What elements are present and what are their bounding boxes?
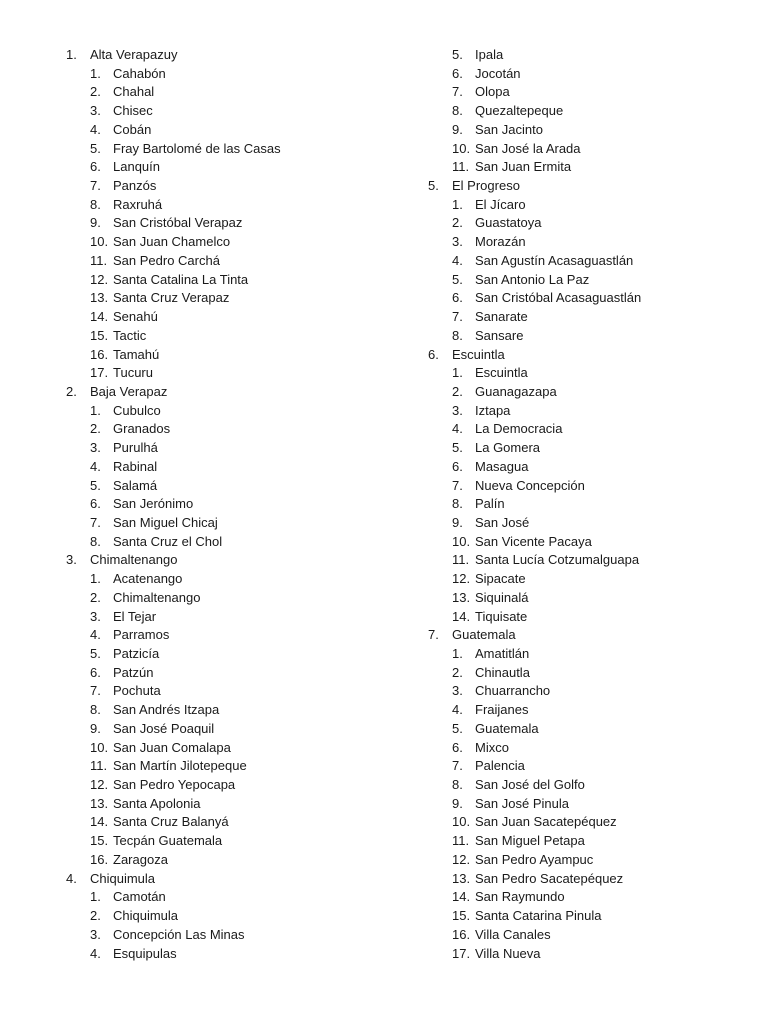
municipality-name: Santa Lucía Cotzumalguapa: [475, 552, 640, 568]
municipality-name: San Agustín Acasaguastlán: [475, 252, 634, 268]
municipality-number: 3.: [90, 440, 101, 456]
municipality-name: Zaragoza: [113, 851, 168, 867]
department-number: 4.: [66, 870, 77, 886]
municipality-number: 8.: [452, 777, 463, 793]
municipality-number: 8.: [90, 196, 101, 212]
municipality-number: 7.: [90, 683, 101, 699]
municipality-item: [66, 626, 406, 645]
municipality-name: Chimaltenango: [113, 589, 201, 605]
municipality-name: Tucuru: [113, 365, 153, 381]
municipality-name: Santa Catarina Pinula: [475, 908, 602, 924]
municipality-item: [428, 65, 758, 84]
municipality-name: San Cristóbal Verapaz: [113, 215, 243, 231]
municipality-item: [66, 851, 406, 870]
department-number: 7.: [428, 627, 439, 643]
municipality-name: San Pedro Ayampuc: [475, 851, 594, 867]
municipality-item: [66, 83, 406, 102]
municipality-item: [428, 252, 758, 271]
municipality-item: [428, 664, 758, 683]
municipality-item: [428, 851, 758, 870]
department-item: [66, 870, 406, 889]
department-number: 2.: [66, 383, 77, 399]
municipality-number: 14.: [90, 309, 109, 325]
municipality-name: Santa Catalina La Tinta: [113, 271, 249, 287]
department-name: Chiquimula: [90, 870, 156, 886]
municipality-item: [66, 664, 406, 683]
municipality-name: San Pedro Carchá: [113, 252, 220, 268]
municipality-name: Palencia: [475, 758, 525, 774]
municipality-item: [428, 83, 758, 102]
municipality-item: [428, 402, 758, 421]
municipality-name: Rabinal: [113, 458, 158, 474]
municipality-number: 2.: [452, 383, 463, 399]
municipality-name: Olopa: [475, 84, 510, 100]
municipality-number: 1.: [452, 365, 463, 381]
municipality-number: 13.: [452, 870, 471, 886]
municipality-number: 9.: [90, 215, 101, 231]
municipality-number: 3.: [452, 402, 463, 418]
municipality-item: [66, 813, 406, 832]
municipality-item: [428, 795, 758, 814]
municipality-number: 13.: [90, 795, 109, 811]
right-column: [428, 46, 758, 963]
municipality-name: Iztapa: [475, 402, 511, 418]
municipality-name: San Juan Comalapa: [113, 739, 231, 755]
municipality-item: [428, 701, 758, 720]
municipality-item: [66, 420, 406, 439]
municipality-item: [428, 196, 758, 215]
municipality-item: [428, 121, 758, 140]
municipality-number: 13.: [90, 290, 109, 306]
municipality-name: Panzós: [113, 178, 157, 194]
municipality-number: 5.: [452, 47, 463, 62]
municipality-name: Lanquín: [113, 159, 160, 175]
municipality-number: 7.: [452, 477, 463, 493]
municipality-name: Jocotán: [475, 65, 521, 81]
municipality-name: Chinautla: [475, 664, 530, 680]
municipality-name: Morazán: [475, 234, 526, 250]
municipality-number: 7.: [90, 514, 101, 530]
municipality-name: Quezaltepeque: [475, 103, 564, 119]
municipality-item: [66, 177, 406, 196]
municipality-name: San Raymundo: [475, 889, 565, 905]
municipality-number: 10.: [90, 739, 109, 755]
municipality-number: 12.: [452, 571, 471, 587]
municipality-item: [428, 383, 758, 402]
municipality-item: [66, 570, 406, 589]
municipality-item: [428, 945, 758, 964]
municipality-item: [428, 102, 758, 121]
municipality-name: Concepción Las Minas: [113, 926, 245, 942]
municipality-number: 8.: [452, 103, 463, 119]
municipality-number: 4.: [90, 945, 101, 961]
municipality-item: [428, 739, 758, 758]
municipality-name: Guanagazapa: [475, 383, 557, 399]
municipality-number: 2.: [90, 589, 101, 605]
municipality-name: Chisec: [113, 103, 153, 119]
municipality-item: [66, 439, 406, 458]
municipality-item: [428, 776, 758, 795]
municipality-number: 7.: [90, 178, 101, 194]
municipality-item: [428, 926, 758, 945]
municipality-name: Santa Cruz el Chol: [113, 533, 223, 549]
municipality-number: 3.: [90, 103, 101, 119]
municipality-name: La Democracia: [475, 421, 563, 437]
department-item: [428, 177, 758, 196]
municipality-number: 11.: [452, 833, 470, 849]
municipality-item: [428, 289, 758, 308]
municipality-number: 10.: [452, 533, 471, 549]
municipality-name: Mixco: [475, 739, 509, 755]
municipality-number: 3.: [452, 234, 463, 250]
municipality-name: Esquipulas: [113, 945, 177, 961]
municipality-name: Sipacate: [475, 571, 526, 587]
municipality-number: 1.: [452, 646, 463, 661]
municipality-item: [428, 514, 758, 533]
municipality-number: 2.: [452, 664, 463, 680]
municipality-name: San Andrés Itzapa: [113, 702, 220, 718]
municipality-number: 4.: [452, 421, 463, 437]
municipality-number: 5.: [452, 440, 463, 456]
municipality-item: [66, 832, 406, 851]
municipality-item: [428, 608, 758, 627]
municipality-number: 13.: [452, 589, 471, 605]
municipality-name: Patzún: [113, 664, 154, 680]
municipality-number: 11.: [90, 252, 108, 268]
municipality-name: San Jacinto: [475, 121, 543, 137]
department-item: [66, 551, 406, 570]
municipality-number: 6.: [452, 739, 463, 755]
municipality-name: San Pedro Sacatepéquez: [475, 870, 624, 886]
municipality-item: [428, 757, 758, 776]
municipality-number: 11.: [90, 758, 108, 774]
municipality-item: [428, 214, 758, 233]
municipality-number: 10.: [452, 140, 471, 156]
municipality-number: 6.: [90, 664, 101, 680]
municipality-name: San Miguel Chicaj: [113, 514, 218, 530]
municipality-name: Guatemala: [475, 720, 539, 736]
municipality-number: 2.: [452, 215, 463, 231]
municipality-number: 1.: [452, 196, 463, 212]
municipality-name: Senahú: [113, 309, 158, 325]
department-name: El Progreso: [452, 178, 520, 194]
municipality-item: [66, 271, 406, 290]
municipality-number: 6.: [90, 496, 101, 512]
municipality-item: [66, 701, 406, 720]
municipality-item: [66, 458, 406, 477]
municipality-name: San Martín Jilotepeque: [113, 758, 247, 774]
municipality-number: 4.: [452, 702, 463, 718]
municipality-item: [428, 870, 758, 889]
municipality-number: 4.: [452, 252, 463, 268]
municipality-name: Tactic: [113, 327, 147, 343]
department-number: 6.: [428, 346, 439, 362]
municipality-name: Salamá: [113, 477, 158, 493]
municipality-item: [66, 776, 406, 795]
municipality-name: Fray Bartolomé de las Casas: [113, 140, 281, 156]
municipality-item: [428, 589, 758, 608]
municipality-item: [428, 364, 758, 383]
municipality-item: [428, 495, 758, 514]
municipality-item: [428, 458, 758, 477]
municipality-item: [66, 945, 406, 964]
municipality-item: [428, 682, 758, 701]
municipality-item: [66, 158, 406, 177]
municipality-number: 17.: [452, 945, 471, 961]
municipality-number: 6.: [452, 290, 463, 306]
municipality-number: 1.: [90, 65, 101, 81]
municipality-number: 14.: [452, 608, 471, 624]
municipality-name: Santa Cruz Verapaz: [113, 290, 230, 306]
municipality-number: 15.: [90, 327, 109, 343]
municipality-item: [66, 402, 406, 421]
department-name: Alta Verapazuy: [90, 47, 178, 62]
municipality-name: San José la Arada: [475, 140, 581, 156]
municipality-number: 9.: [452, 795, 463, 811]
municipality-name: Parramos: [113, 627, 170, 643]
municipality-item: [428, 439, 758, 458]
municipality-item: [428, 907, 758, 926]
municipality-item: [66, 477, 406, 496]
department-name: Chimaltenango: [90, 552, 178, 568]
municipality-name: Masagua: [475, 458, 529, 474]
municipality-number: 7.: [452, 84, 463, 100]
municipality-item: [66, 252, 406, 271]
municipality-number: 4.: [90, 458, 101, 474]
municipality-item: [428, 477, 758, 496]
department-number: 5.: [428, 178, 439, 194]
municipality-item: [66, 608, 406, 627]
municipality-item: [66, 233, 406, 252]
department-number: 1.: [66, 47, 77, 62]
municipality-number: 1.: [90, 889, 101, 905]
municipality-name: Pochuta: [113, 683, 161, 699]
municipality-name: Tecpán Guatemala: [113, 833, 223, 849]
municipality-item: [428, 140, 758, 159]
municipality-number: 9.: [452, 514, 463, 530]
municipality-name: Guastatoya: [475, 215, 542, 231]
municipality-item: [66, 926, 406, 945]
municipality-name: Cobán: [113, 121, 152, 137]
municipality-number: 4.: [90, 627, 101, 643]
municipality-number: 10.: [452, 814, 471, 830]
municipality-item: [66, 308, 406, 327]
department-item: [66, 383, 406, 402]
municipality-item: [428, 308, 758, 327]
municipality-name: El Jícaro: [475, 196, 526, 212]
municipality-name: La Gomera: [475, 440, 541, 456]
municipality-name: San José Poaquil: [113, 720, 215, 736]
municipality-item: [66, 289, 406, 308]
municipality-item: [428, 46, 758, 65]
department-name: Guatemala: [452, 627, 516, 643]
municipality-name: Granados: [113, 421, 171, 437]
municipality-item: [428, 420, 758, 439]
municipality-item: [428, 327, 758, 346]
department-number: 3.: [66, 552, 77, 568]
municipality-name: San José: [475, 514, 530, 530]
municipality-number: 8.: [90, 533, 101, 549]
municipality-item: [66, 327, 406, 346]
municipality-name: Fraijanes: [475, 702, 529, 718]
municipality-number: 8.: [90, 702, 101, 718]
municipality-item: [428, 533, 758, 552]
municipality-name: Escuintla: [475, 365, 528, 381]
municipality-number: 6.: [90, 159, 101, 175]
municipality-name: Siquinalá: [475, 589, 529, 605]
municipality-number: 1.: [90, 402, 101, 418]
municipality-number: 16.: [90, 851, 109, 867]
municipality-name: Palín: [475, 496, 505, 512]
municipality-name: Villa Nueva: [475, 945, 541, 961]
municipality-name: San Pedro Yepocapa: [113, 777, 236, 793]
municipality-name: Villa Canales: [475, 926, 551, 942]
municipality-name: Camotán: [113, 889, 166, 905]
municipality-item: [66, 65, 406, 84]
municipality-number: 3.: [452, 683, 463, 699]
municipality-name: Santa Cruz Balanyá: [113, 814, 229, 830]
municipality-item: [428, 570, 758, 589]
municipality-number: 5.: [90, 646, 101, 661]
municipality-name: Nueva Concepción: [475, 477, 585, 493]
department-name: Baja Verapaz: [90, 383, 168, 399]
municipality-name: El Tejar: [113, 608, 157, 624]
municipality-number: 1.: [90, 571, 101, 587]
municipality-number: 5.: [452, 720, 463, 736]
municipality-name: Patzicía: [113, 646, 160, 661]
municipality-item: [66, 102, 406, 121]
municipality-number: 9.: [90, 720, 101, 736]
municipality-item: [66, 196, 406, 215]
municipality-name: Tiquisate: [475, 608, 528, 624]
municipality-name: San Juan Ermita: [475, 159, 572, 175]
municipality-item: [428, 888, 758, 907]
municipality-name: San Cristóbal Acasaguastlán: [475, 290, 642, 306]
municipality-number: 16.: [452, 926, 471, 942]
municipality-name: San Miguel Petapa: [475, 833, 585, 849]
municipality-name: Cahabón: [113, 65, 166, 81]
department-item: [428, 626, 758, 645]
left-column: [66, 46, 406, 963]
municipality-item: [428, 720, 758, 739]
municipality-number: 10.: [90, 234, 109, 250]
municipality-number: 7.: [452, 758, 463, 774]
municipality-name: San Vicente Pacaya: [475, 533, 592, 549]
municipality-item: [66, 121, 406, 140]
municipality-name: Ipala: [475, 47, 504, 62]
municipality-name: Chiquimula: [113, 908, 179, 924]
municipality-number: 12.: [90, 271, 109, 287]
municipality-number: 14.: [452, 889, 471, 905]
municipality-item: [66, 214, 406, 233]
municipality-number: 11.: [452, 159, 470, 175]
municipality-number: 16.: [90, 346, 109, 362]
municipality-name: San José Pinula: [475, 795, 569, 811]
municipality-item: [66, 533, 406, 552]
department-item: [66, 46, 406, 65]
municipality-item: [428, 233, 758, 252]
municipality-number: 14.: [90, 814, 109, 830]
municipality-name: San José del Golfo: [475, 777, 585, 793]
municipality-number: 2.: [90, 421, 101, 437]
municipality-number: 7.: [452, 309, 463, 325]
municipality-number: 6.: [452, 65, 463, 81]
municipality-name: Santa Apolonia: [113, 795, 201, 811]
municipality-number: 9.: [452, 121, 463, 137]
municipality-name: Purulhá: [113, 440, 158, 456]
municipality-number: 3.: [90, 608, 101, 624]
municipality-name: San Juan Sacatepéquez: [475, 814, 617, 830]
municipality-item: [66, 346, 406, 365]
municipality-name: Acatenango: [113, 571, 183, 587]
municipality-name: Chuarrancho: [475, 683, 551, 699]
municipality-number: 12.: [90, 777, 109, 793]
municipality-item: [66, 757, 406, 776]
municipality-item: [66, 140, 406, 159]
municipality-item: [66, 364, 406, 383]
municipality-number: 17.: [90, 365, 109, 381]
municipality-item: [428, 271, 758, 290]
municipality-name: San Jerónimo: [113, 496, 194, 512]
municipality-number: 15.: [90, 833, 109, 849]
municipality-item: [66, 888, 406, 907]
municipality-item: [66, 682, 406, 701]
municipality-item: [66, 795, 406, 814]
municipality-item: [428, 645, 758, 664]
municipality-number: 6.: [452, 458, 463, 474]
municipality-item: [66, 589, 406, 608]
municipality-name: Tamahú: [113, 346, 160, 362]
municipality-name: Raxruhá: [113, 196, 163, 212]
municipality-item: [66, 739, 406, 758]
municipality-item: [428, 832, 758, 851]
municipality-name: Chahal: [113, 84, 155, 100]
municipality-item: [66, 645, 406, 664]
municipality-number: 5.: [452, 271, 463, 287]
municipality-name: San Juan Chamelco: [113, 234, 231, 250]
municipality-number: 8.: [452, 496, 463, 512]
municipality-item: [66, 907, 406, 926]
department-item: [428, 346, 758, 365]
municipality-item: [428, 551, 758, 570]
municipality-name: Sansare: [475, 327, 524, 343]
municipality-number: 2.: [90, 908, 101, 924]
municipality-number: 12.: [452, 851, 471, 867]
municipality-name: Cubulco: [113, 402, 161, 418]
municipality-item: [66, 495, 406, 514]
municipality-number: 15.: [452, 908, 471, 924]
municipality-number: 8.: [452, 327, 463, 343]
municipality-number: 3.: [90, 926, 101, 942]
municipality-name: Amatitlán: [475, 646, 530, 661]
municipality-name: San Antonio La Paz: [475, 271, 590, 287]
municipality-item: [428, 813, 758, 832]
municipality-number: 5.: [90, 477, 101, 493]
municipality-number: 2.: [90, 84, 101, 100]
municipality-number: 4.: [90, 121, 101, 137]
municipality-number: 11.: [452, 552, 470, 568]
municipality-item: [428, 158, 758, 177]
department-name: Escuintla: [452, 346, 505, 362]
municipality-name: Sanarate: [475, 309, 528, 325]
municipality-item: [66, 720, 406, 739]
municipality-item: [66, 514, 406, 533]
municipality-number: 5.: [90, 140, 101, 156]
